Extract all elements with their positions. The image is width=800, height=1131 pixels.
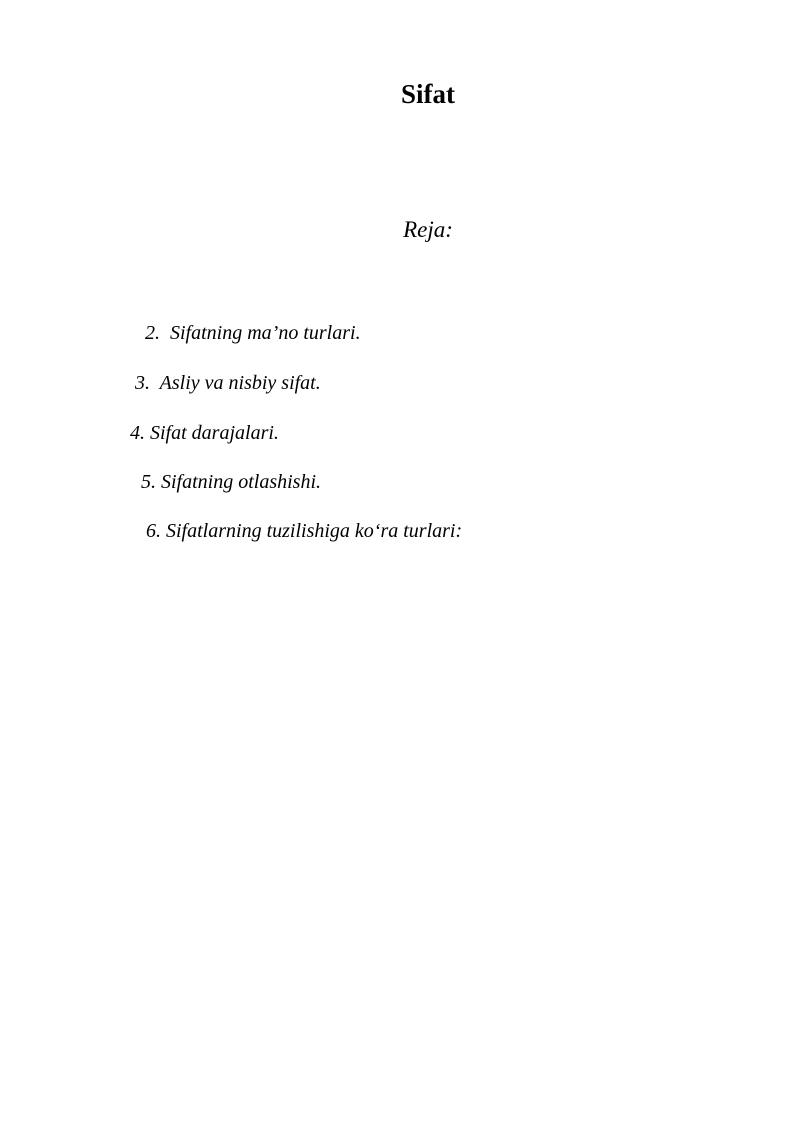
plan-heading: Reja: bbox=[403, 217, 453, 242]
plan-item: 5. Sifatning otlashishi. bbox=[141, 471, 322, 493]
plan-item: 2. Sifatning ma’no turlari. bbox=[140, 322, 361, 344]
document-title: Sifat bbox=[401, 79, 455, 109]
plan-item: 4. Sifat darajalari. bbox=[130, 422, 279, 444]
plan-item: 6. Sifatlarning tuzilishiga ko‘ra turlari: bbox=[146, 520, 463, 542]
plan-item: 3. Asliy va nisbiy sifat. bbox=[135, 372, 321, 394]
